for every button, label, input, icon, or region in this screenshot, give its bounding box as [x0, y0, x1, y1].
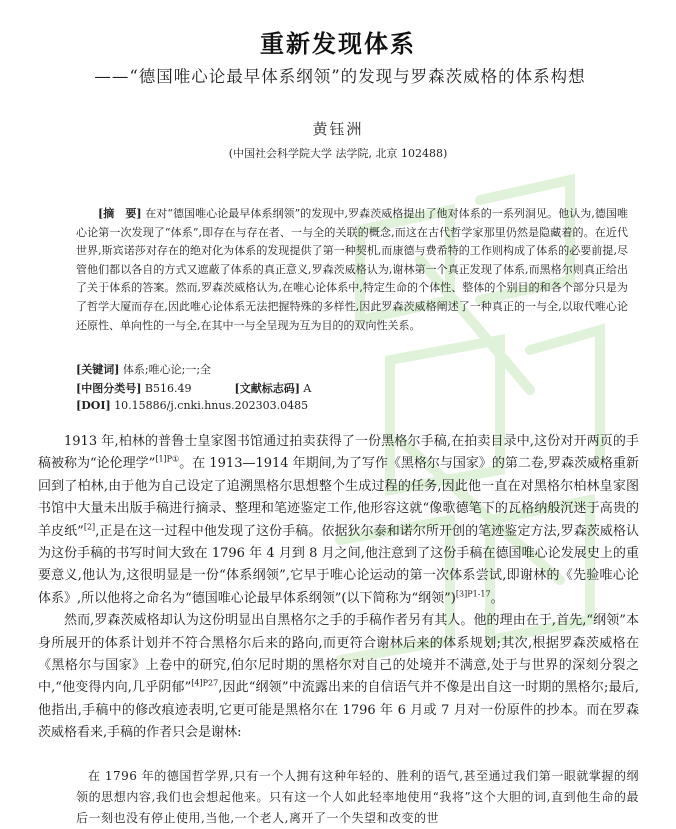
author-name: 黄钰洲: [312, 120, 364, 138]
paragraph-2: 然而,罗森茨威格却认为这份明显出自黑格尔之手的手稿作者另有其人。他的理由在于,首先,“纲领”本身所展开的体系计划并不符合黑格尔后来的路向,而更符合谢林后来的体系规划;其次,根据罗森茨威格在《黑格尔与国家》上卷中的研究,伯尔尼时期的黑格尔对自己的处境并不满意,处于与世界的深刻分裂之中,“他变得内向,几乎阴郁”$^{[4]P27}$,因此“纲领”中流露出来的自信语气并不像是出自这一时期的黑格尔;最后,他指出,手稿中的修改痕迹表明,它更可能是黑格尔在 1796 年 6 月或 7 月对一份原件的抄本。而在罗森茨威格看来,手稿的作者只会是谢林:: [38, 613, 639, 741]
abstract-text: 在对“德国唯心论最早体系纲领”的发现中,罗森茨威格提出了他对体系的一系列洞见。他认为,德国唯心论第一次发现了“体系”,即存在与存在者、一与全的关联的概念,而这在古代哲学家那里仍然是隐藏着的。在近代世界,斯宾诺莎对存在的绝对化为体系的发现提供了第一种契机,而康德与费希特的工作则构成了体系的必要前提,尽管他们都以各自的方式又遮蔽了体系的真正意义,罗森茨威格认为,谢林第一个真正发现了体系,而黑格尔则真正给出了关于体系的答案。然而,罗森茨威格认为,在唯心论体系中,特定生命的个体性、整体的个别目的和各个部分只是为了哲学大厦而存在,因此唯心论体系无法把握特殊的多样性,因此罗森茨威格阐述了一种真正的一与全,以取代唯心论还原性、单向性的一与全,在其中一与全呈现为互为目的的双向性关系。: [76, 207, 628, 332]
doc-code-value: A: [303, 382, 312, 395]
abstract: [76, 205, 628, 335]
paragraph-1: 1913 年,柏林的普鲁士皇家图书馆通过拍卖获得了一份黑格尔手稿,在拍卖目录中,这份对开两页的手稿被称为“论伦理学”$^{[1]P①}$。在 1913—1914 年期间,为了写作《黑格尔与国家》的第二卷,罗森茨威格重新回到了柏林,由于他为自己设定了追溯黑格尔思想整个生成过程的任务,因此他一直在对黑格尔柏林皇家图书馆中大量未出版手稿进行摘录、整理和笔迹鉴定工作,他形容这就“像歌德笔下的瓦格纳般沉迷于高贵的羊皮纸”[2],正是在这一过程中他发现了这份手稿。依据狄尔泰和诺尔所开创的笔迹鉴定方法,罗森茨威格认为这份手稿的书写时间大致在 1796 年 4 月到 8 月之间,他注意到了这份手稿在德国唯心论发展史上的重要意义,他认为,这很明显是一份“体系纲领”,它早于唯心论运动的第一次体系尝试,即谢林的《先验唯心论体系》,所以他将之命名为“德国唯心论最早体系纲领”(以下简称为“纲领”)$^{[3]P1-17}$。: [38, 434, 640, 606]
classification-label: [中图分类号]: [76, 382, 142, 395]
paper-subtitle: ——“德国唯心论最早体系纲领”的发现与罗森茨威格的体系构想: [94, 67, 586, 86]
reference-marker: [1]P①: [155, 455, 180, 465]
paper-title: 重新发现体系: [260, 30, 416, 58]
classification-value: B516.49: [144, 382, 192, 395]
keywords-label: [关键词]: [76, 363, 120, 376]
abstract-label: [摘 要]: [98, 207, 142, 220]
keywords-line: [76, 361, 211, 377]
keywords-text: 体系;唯心论;一;全: [122, 363, 212, 376]
doc-code-label: [文献标志码]: [234, 382, 300, 395]
author-affiliation: (中国社会科学院大学 法学院, 北京 102488): [228, 147, 448, 160]
doi-line: [76, 399, 308, 412]
body-text: [38, 431, 639, 745]
doi-value: 10.15886/j.cnki.hnus.202303.0485: [114, 399, 309, 412]
classification-line: [76, 380, 311, 396]
block-quote: 在 1796 年的德国哲学界,只有一个人拥有这种年轻的、胜利的语气,甚至通过我们第一眼就掌握的纲领的思想内容,我们也会想起他来。只有这一个人如此轻率地使用“我将”这个大胆的词,直到他生命的最后一刻也没有停止使用,当他,一个老人,离开了一个失望和改变的世: [76, 769, 639, 825]
doi-label: [DOI]: [76, 399, 111, 412]
reference-marker: [2]: [83, 522, 96, 532]
reference-marker: [4]P27: [191, 679, 219, 689]
reference-marker: [3]P1-17: [455, 589, 491, 599]
